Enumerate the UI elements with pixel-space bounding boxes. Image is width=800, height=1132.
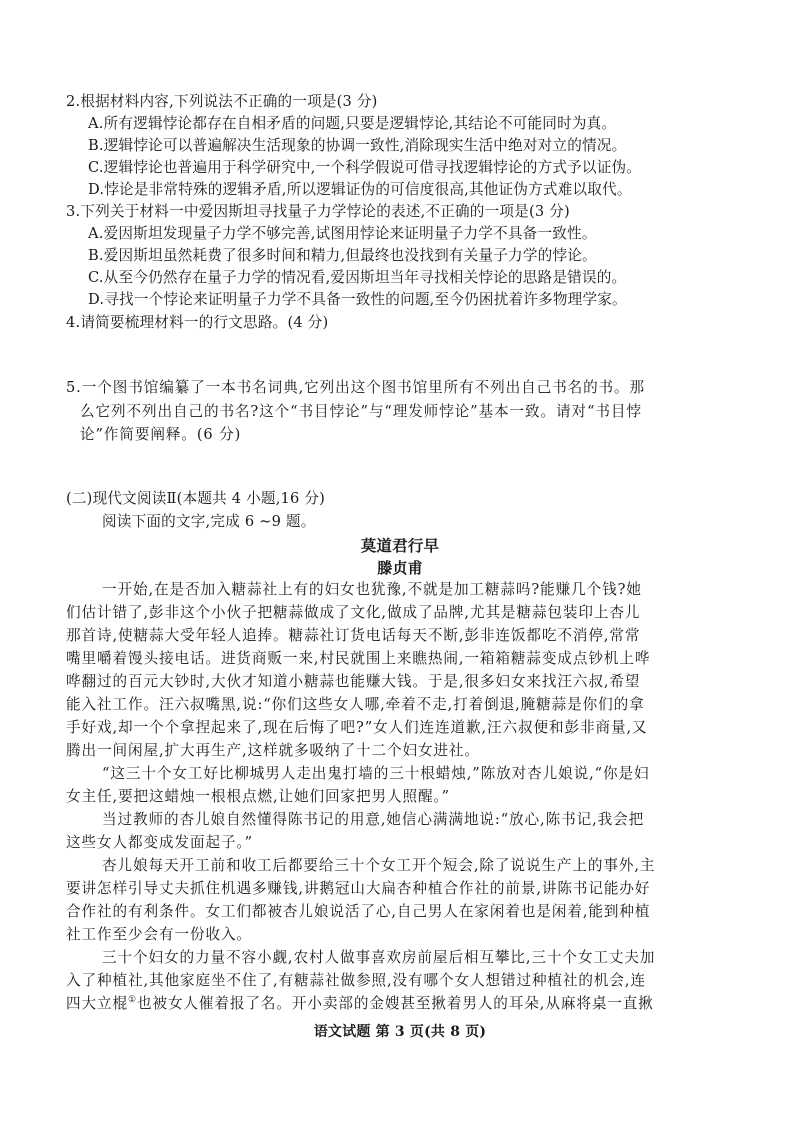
p3-line-1: 当过教师的杏儿娘自然懂得陈书记的用意,她信心满满地说:“放心,陈书记,我会把 <box>102 811 645 828</box>
p4-line-3: 合作社的有利条件。女工们都被杏儿娘说活了心,自己男人在家闲着也是闲着,能到种植 <box>66 903 651 920</box>
q2-option-c: C.逻辑悖论也普遍用于科学研究中,一个科学假说可借寻找逻辑悖论的方式予以证伪。 <box>88 159 642 176</box>
q3-option-d: D.寻找一个悖论来证明量子力学不具备一致性的问题,至今仍困扰着许多物理学家。 <box>88 291 627 308</box>
p1-line-4: 嘴里嚼着馒头接电话。进货商贩一来,村民就围上来瞧热闹,一箱箱糖蒜变成点钞机上哗 <box>66 650 651 667</box>
p1-line-5: 哗翻过的百元大钞时,大伙才知道小糖蒜也能赚大钱。于是,很多妇女来找汪六叔,希望 <box>66 673 641 690</box>
p4-line-1: 杏儿娘每天开工前和收工后都要给三十个女工开个短会,除了说说生产上的事外,主 <box>102 857 656 874</box>
q3-option-b: B.爱因斯坦虽然耗费了很多时间和精力,但最终也没找到有关量子力学的悖论。 <box>88 247 597 264</box>
passage-author: 滕贞甫 <box>377 559 423 577</box>
p5-line-1: 三十个妇女的力量不容小觑,农村人做事喜欢房前屋后相互攀比,三十个女工丈夫加 <box>102 949 656 966</box>
q4-stem: 4.请简要梳理材料一的行文思路。(4 分) <box>66 314 329 331</box>
q3-option-c: C.从至今仍然存在量子力学的情况看,爱因斯坦当年寻找相关悖论的思路是错误的。 <box>88 269 627 286</box>
p4-line-4: 社工作至少会有一份收入。 <box>66 926 252 943</box>
section-heading: (二)现代文阅读Ⅱ(本题共 4 小题,16 分) <box>66 490 326 507</box>
p2-line-2: 女主任,要把这蜡烛一根根点燃,让她们回家把男人照醒。” <box>66 788 450 805</box>
p1-line-3: 那首诗,使糖蒜大受年轻人追捧。糖蒜社订货电话每天不断,彭非连饭都吃不消停,常常 <box>66 627 641 644</box>
p5-line-3-start: 四大立棍 <box>66 995 128 1012</box>
page-footer: 语文试题 第 3 页(共 8 页) <box>313 1024 487 1040</box>
q2-option-d: D.悖论是非常特殊的逻辑矛盾,所以逻辑证伪的可信度很高,其他证伪方式难以取代。 <box>88 181 632 198</box>
q5-line-1: 5.一个图书馆编纂了一本书名词典,它列出这个图书馆里所有不列出自己书名的书。那 <box>66 379 646 396</box>
q3-stem: 3.下列关于材料一中爱因斯坦寻找量子力学悖论的表述,不正确的一项是(3 分) <box>66 203 570 220</box>
p1-line-1: 一开始,在是否加入糖蒜社上有的妇女也犹豫,不就是加工糖蒜吗?能赚几个钱?她 <box>102 581 642 598</box>
p1-line-2: 们估计错了,彭非这个小伙子把糖蒜做成了文化,做成了品牌,尤其是糖蒜包装印上杏儿 <box>66 604 641 621</box>
p1-line-7: 手好戏,却一个个拿捏起来了,现在后悔了吧?”女人们连连道歉,汪六叔便和彭非商量,又 <box>66 719 648 736</box>
p2-line-1: “这三十个女工好比柳城男人走出鬼打墙的三十根蜡烛,”陈放对杏儿娘说,“你是妇 <box>102 765 650 782</box>
footnote-marker: ① <box>127 995 137 1006</box>
p1-line-6: 能入社工作。汪六叔嘴黑,说:“你们这些女人哪,牵着不走,打着倒退,腌糖蒜是你们的拿 <box>66 696 645 713</box>
p4-line-2: 要讲怎样引导丈夫抓住机遇多赚钱,讲鹅冠山大扁杏种植合作社的前景,讲陈书记能办好 <box>66 880 651 897</box>
p5-line-3 <box>66 994 654 1014</box>
p5-line-2: 入了种植社,其他家庭坐不住了,有糖蒜社做参照,没有哪个女人想错过种植社的机会,连 <box>66 972 646 989</box>
passage-title: 莫道君行早 <box>360 536 440 555</box>
q3-option-a: A.爱因斯坦发现量子力学不够完善,试图用悖论来证明量子力学不具备一致性。 <box>88 225 597 242</box>
section-instruction: 阅读下面的文字,完成 6 ~9 题。 <box>102 513 316 530</box>
q2-stem: 2.根据材料内容,下列说法不正确的一项是(3 分) <box>66 93 378 110</box>
q2-option-b: B.逻辑悖论可以普遍解决生活现象的协调一致性,消除现实生活中绝对对立的情况。 <box>88 137 627 154</box>
p1-line-8: 腾出一间闲屋,扩大再生产,这样就多吸纳了十二个妇女进社。 <box>66 742 480 759</box>
p5-line-3-rest: 也被女人催着报了名。开小卖部的金嫂甚至揪着男人的耳朵,从麻将桌一直揪 <box>136 995 654 1012</box>
q2-option-a: A.所有逻辑悖论都存在自相矛盾的问题,只要是逻辑悖论,其结论不可能同时为真。 <box>88 115 617 132</box>
p3-line-2: 这些女人都变成发面起子。” <box>66 834 253 851</box>
q5-line-3: 论”作简要阐释。(6 分) <box>80 426 242 443</box>
q5-line-2: 么它列不列出自己的书名?这个“书目悖论”与“理发师悖论”基本一致。请对“书目悖 <box>80 403 642 420</box>
